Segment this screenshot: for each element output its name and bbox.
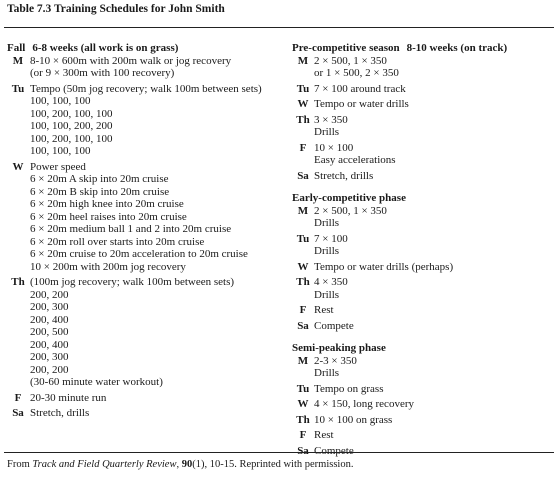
workout-line: Tempo or water drills [314,98,409,110]
day-lines [314,414,554,427]
day-lines [29,407,287,420]
workout-line: Compete [314,444,354,457]
workout-line: 100, 100, 200, 200 [30,120,113,132]
workout-line: 6 × 20m A skip into 20m cruise [30,173,169,185]
day-lines [314,355,554,380]
phase-label: Pre-competitive season [292,42,400,54]
phase-label: Fall [7,42,26,54]
day-entry-f [7,392,287,405]
day-entry-th [292,114,554,139]
workout-line: or 1 × 500, 2 × 350 [314,67,399,79]
workout-line: 6 × 20m cruise to 20m acceleration to 20m cruise [30,248,248,260]
workout-line: 7 × 100 around track [314,82,406,95]
day-abbr: Th [11,276,25,288]
day-entry-th [7,276,287,389]
fall-column [7,42,287,423]
workout-line: 4 × 150, long recovery [314,398,414,410]
workout-line: Rest [314,304,334,316]
day-abbr: Sa [12,407,24,419]
day-entry-w [7,161,287,274]
day-lines [314,445,554,458]
day-entry-m [7,55,287,80]
day-abbr: Tu [296,382,310,395]
day-entry-sa [292,320,554,333]
day-lines [314,276,554,301]
day-entry-w [292,398,554,411]
day-lines [29,55,287,80]
workout-line: 200, 400 [30,313,69,326]
footnote-volume: 90 [181,459,193,470]
day-lines [29,392,287,405]
day-abbr: Th [296,413,310,426]
day-abbr: Tu [296,232,310,245]
day-abbr: W [297,260,309,273]
day-lines [29,161,287,274]
phase-label: Early-competitive phase [292,192,406,204]
day-abbr: Tu [11,82,25,95]
workout-line: 200, 200 [30,363,69,376]
workout-line: 2 × 500, 1 × 350 [314,54,387,67]
day-lines [314,142,554,167]
day-abbr: Th [296,113,310,126]
workout-line: Stretch, drills [30,407,90,419]
day-lines [314,261,554,274]
workout-line: 200, 500 [30,326,69,338]
day-lines [314,233,554,258]
workout-line: 3 × 350 [314,113,348,126]
phase-subtitle: 6-8 weeks (all work is on grass) [32,42,179,54]
day-entry-m [292,205,554,230]
day-entry-w [292,98,554,111]
day-abbr: Sa [297,169,309,182]
day-entry-m [292,355,554,380]
day-lines [314,114,554,139]
day-lines [314,205,554,230]
workout-line: 4 × 350 [314,276,348,288]
workout-line: 200, 300 [30,301,69,313]
day-lines [314,83,554,96]
workout-line: 6 × 20m B skip into 20m cruise [30,185,170,198]
workout-line: 6 × 20m medium ball 1 and 2 into 20m cruise [30,223,232,235]
workout-line: Rest [314,429,334,441]
table-title: Table 7.3 Training Schedules for John Smith [7,3,225,15]
day-lines [314,398,554,411]
phase-label: Semi-peaking phase [292,342,386,354]
workout-line: 100, 100, 100 [30,95,91,107]
day-entry-th [292,414,554,427]
phase-heading [7,42,287,55]
workout-line: 8-10 × 600m with 200m walk or jog recovery [30,54,232,67]
day-entry-f [292,429,554,442]
workout-line: 10 × 100 [314,141,354,154]
phase-heading [292,192,554,205]
workout-line: Tempo (50m jog recovery; walk 100m between sets) [30,82,262,95]
workout-line: 2-3 × 350 [314,354,357,367]
day-abbr: F [299,304,307,316]
footnote-source: Track and Field Quarterly Review [32,459,177,470]
workout-line: 100, 200, 100, 100 [30,107,113,120]
day-abbr: Sa [297,444,309,457]
workout-line: Compete [314,319,354,332]
day-entry-tu [292,233,554,258]
workout-line: 6 × 20m roll over starts into 20m cruise [30,235,205,248]
workout-line: Easy accelerations [314,154,396,166]
workout-line: 200, 300 [30,351,69,363]
phase-heading [292,42,554,55]
workout-line: (100m jog recovery; walk 100m between sets) [30,276,235,288]
day-abbr: W [297,398,309,410]
workout-line: Power speed [30,160,86,173]
phase-heading [292,342,554,355]
workout-line: 100, 200, 100, 100 [30,132,113,145]
workout-line: 10 × 200m with 200m jog recovery [30,260,186,273]
workout-line: (or 9 × 300m with 100 recovery) [30,67,175,79]
day-abbr: M [12,54,24,67]
day-lines [29,83,287,158]
day-entry-tu [292,83,554,96]
workout-line: Drills [314,288,340,301]
day-lines [314,170,554,183]
day-entry-sa [292,445,554,458]
day-lines [314,55,554,80]
phase-subtitle: 8-10 weeks (on track) [406,42,508,54]
workout-line: 200, 200 [30,288,69,301]
day-lines [314,98,554,111]
workout-line: 7 × 100 [314,232,348,245]
day-list [7,55,287,423]
day-abbr: F [299,429,307,441]
day-lines [314,429,554,442]
day-lines [29,276,287,389]
day-abbr: Th [296,276,310,288]
season-column [292,42,554,467]
day-abbr: Tu [296,82,310,95]
workout-line: Drills [314,126,340,138]
day-entry-m [292,55,554,80]
day-abbr: M [297,354,309,367]
day-abbr: M [297,204,309,217]
source-footnote [7,459,353,470]
bottom-rule [4,452,554,453]
day-abbr: Sa [297,319,309,332]
day-abbr: W [297,98,309,110]
footnote-prefix: From [7,459,33,470]
workout-line: Tempo on grass [314,382,384,395]
workout-line: Drills [314,367,340,379]
day-entry-f [292,304,554,317]
workout-line: Drills [314,217,340,229]
day-lines [314,304,554,317]
day-abbr: M [297,54,309,67]
day-entry-w [292,261,554,274]
day-lines [314,320,554,333]
workout-line: 200, 400 [30,338,69,351]
footnote-sep: , [176,459,182,470]
workout-line: (30-60 minute water workout) [30,376,163,388]
day-abbr: F [14,391,22,404]
day-entry-th [292,276,554,301]
day-lines [314,383,554,396]
footnote-rest: (1), 10-15. Reprinted with permission. [192,459,354,470]
day-entry-tu [7,83,287,158]
day-entry-sa [292,170,554,183]
workout-line: 6 × 20m high knee into 20m cruise [30,198,184,210]
workout-line: 20-30 minute run [30,391,107,404]
workout-line: 100, 100, 100 [30,145,91,157]
day-entry-f [292,142,554,167]
workout-line: Drills [314,245,340,257]
day-abbr: F [299,141,307,154]
workout-line: 6 × 20m heel raises into 20m cruise [30,210,187,223]
day-entry-tu [292,383,554,396]
day-abbr: W [12,160,24,173]
top-rule [4,27,554,28]
workout-line: Tempo or water drills (perhaps) [314,260,454,273]
day-entry-sa [7,407,287,420]
workout-line: Stretch, drills [314,169,374,182]
workout-line: 10 × 100 on grass [314,413,393,426]
workout-line: 2 × 500, 1 × 350 [314,204,387,217]
